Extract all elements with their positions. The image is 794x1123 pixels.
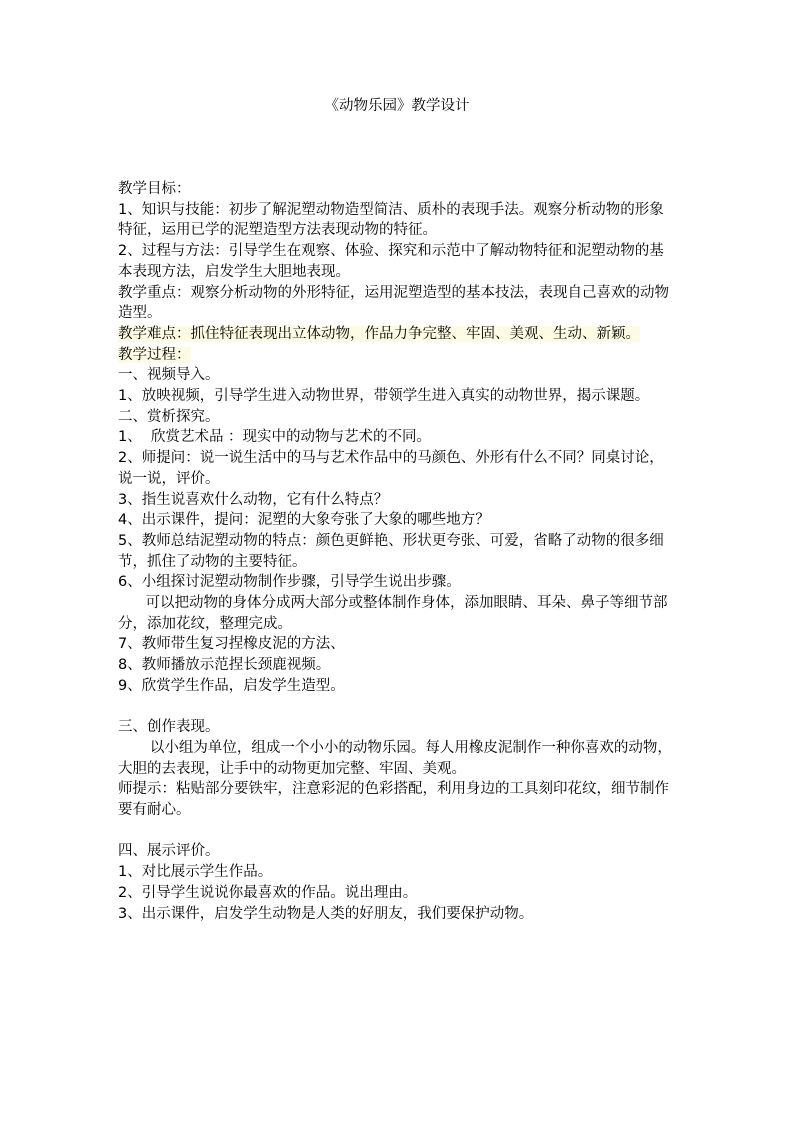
list-item: 8、教师播放示范捏长颈鹿视频。 <box>118 657 331 674</box>
goals-heading: 教学目标： <box>118 181 191 197</box>
blank-line <box>118 697 676 718</box>
teaching-key-point: 教学重点：观察分析动物的外形特征，运用泥塑造型的基本技法，表现自己喜欢的动物造型。 <box>118 284 669 322</box>
teaching-difficulty <box>118 324 676 345</box>
list-item: 3、出示课件，启发学生动物是人类的好朋友，我们要保护动物。 <box>118 905 534 922</box>
section-heading: 二、赏析探究。 <box>118 408 220 425</box>
list-item: 6、小组探讨泥塑动物制作步骤，引导学生说出步骤。 <box>118 574 461 591</box>
teacher-tip: 师提示：粘贴部分要铁牢，注意彩泥的色彩搭配，利用身边的工具刻印花纹，细节制作要有耐心。 <box>118 781 669 819</box>
list-item: 1、 欣赏艺术品 ：现实中的动物与艺术的不同。 <box>118 429 432 446</box>
list-item: 2、引导学生说说你最喜欢的作品。说出理由。 <box>118 884 418 901</box>
list-item: 1、对比展示学生作品。 <box>118 864 273 881</box>
list-item: 7、教师带生复习捏橡皮泥的方法、 <box>118 636 345 653</box>
list-item: 5、教师总结泥塑动物的特点：颜色更鲜艳、形状更夸张、可爱，省略了动物的很多细节，抓住了动物的主要特征。 <box>118 532 664 570</box>
list-item: 9、欣赏学生作品，启发学生造型。 <box>118 677 345 694</box>
blank-line <box>118 821 676 842</box>
section-heading: 四、展示评价。 <box>118 843 220 860</box>
goal-item: 1、知识与技能：初步了解泥塑动物造型简洁、质朴的表现手法。观察分析动物的形象特征，运用已学的泥塑造型方法表现动物的特征。 <box>118 201 664 239</box>
list-item: 4、出示课件，提问：泥塑的大象夸张了大象的哪些地方？ <box>118 512 490 529</box>
highlighted-text: 教学难点：抓住特征表现出立体动物，作品力争完整、牢固、美观、生动、新颖。 <box>118 325 640 342</box>
section-heading: 一、视频导入。 <box>118 367 220 384</box>
document-title: 《动物乐园》教学设计 <box>324 98 470 114</box>
task-paragraph: 以小组为单位，组成一个小小的动物乐园。每人用橡皮泥制作一种你喜欢的动物，大胆的去表现，让手中的动物更加完整、牢固、美观。 <box>118 739 672 777</box>
steps-paragraph: 可以把动物的身体分成两大部分或整体制作身体，添加眼睛、耳朵、鼻子等细节部分，添加花纹，整理完成。 <box>118 595 668 632</box>
document-body <box>118 179 676 924</box>
section-heading: 三、创作表现。 <box>118 719 220 736</box>
highlighted-text: 教学过程： <box>118 346 191 363</box>
process-heading <box>118 345 676 366</box>
list-item: 1、放映视频，引导学生进入动物世界，带领学生进入真实的动物世界，揭示课题。 <box>118 388 650 405</box>
goal-item: 2、过程与方法：引导学生在观察、体验、探究和示范中了解动物特征和泥塑动物的基本表现方法，启发学生大胆地表现。 <box>118 243 664 280</box>
list-item: 2、师提问：说一说生活中的马与艺术作品中的马颜色、外形有什么不同？同桌讨论，说一说，评价。 <box>118 450 664 487</box>
list-item: 3、指生说喜欢什么动物，它有什么特点？ <box>118 491 389 508</box>
